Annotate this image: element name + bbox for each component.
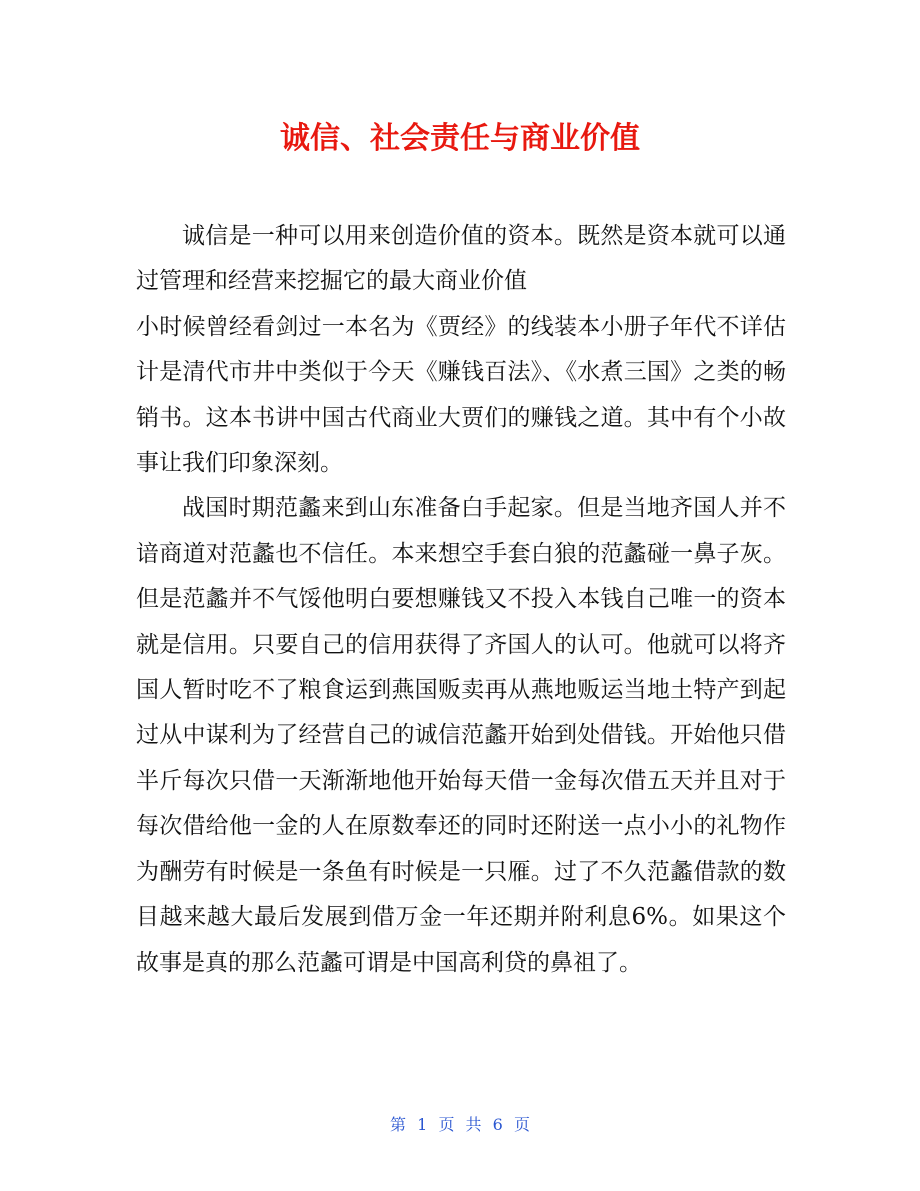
document-title: 诚信、社会责任与商业价值: [280, 121, 640, 156]
footer-mid: 页: [438, 1115, 455, 1134]
footer-total-pages: 6: [492, 1115, 503, 1134]
paragraph-intro: 诚信是一种可以用来创造价值的资本。既然是资本就可以通过管理和经营来挖掘它的最大商业价值: [136, 223, 786, 295]
footer-total-prefix: 共: [465, 1115, 482, 1134]
footer-suffix: 页: [513, 1115, 530, 1134]
document-body: [136, 214, 786, 986]
page-number-footer: [0, 1113, 920, 1137]
footer-current-page: 1: [417, 1115, 428, 1134]
footer-prefix: 第: [390, 1115, 407, 1134]
paragraph-fanli-story: 战国时期范蠡来到山东准备白手起家。但是当地齐国人并不谙商道对范蠡也不信任。本来想空手套白狼的范蠡碰一鼻子灰。但是范蠡并不气馁他明白要想赚钱又不投入本钱自己唯一的资本就是信用。只要自己的信用获得了齐国人的认可。他就可以将齐国人暂时吃不了粮食运到燕国贩卖再从燕地贩运当地土特产到起过从中谋利为了经营自己的诚信范蠡开始到处借钱。开始他只借半斤每次只借一天渐渐地他开始每天借一金每次借五天并且对于每次借给他一金的人在原数奉还的同时还附送一点小小的礼物作为酬劳有时候是一条鱼有时候是一只雁。过了不久范蠡借款的数目越来越大最后发展到借万金一年还期并附利息6%。如果这个故事是真的那么范蠡可谓是中国高利贷的鼻祖了。: [136, 495, 786, 976]
paragraph-book-story: 小时候曾经看剑过一本名为《贾经》的线装本小册子年代不详估计是清代市井中类似于今天《赚钱百法》、《水煮三国》之类的畅销书。这本书讲中国古代商业大贾们的赚钱之道。其中有个小故事让我们印象深刻。: [136, 313, 786, 477]
